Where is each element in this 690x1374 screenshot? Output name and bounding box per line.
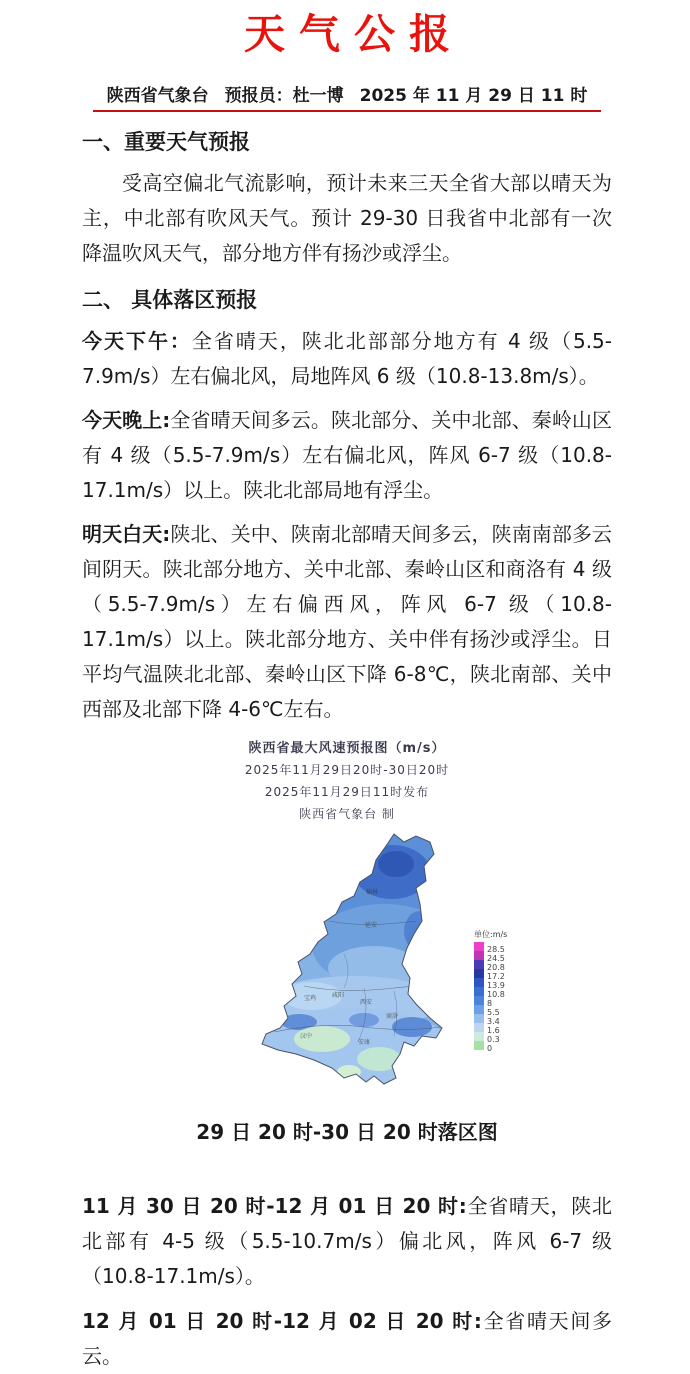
city-label-xianyang: 咸阳 [332, 992, 345, 1000]
legend-color-cell [474, 987, 484, 996]
paragraph-dec01-dec02-lead: 12 月 01 日 20 时-12 月 02 日 20 时: [82, 1309, 482, 1334]
legend-color-cell [474, 942, 484, 951]
city-label-shangluo: 商洛 [386, 1013, 399, 1021]
paragraph-this-afternoon [82, 324, 612, 394]
city-label-yanan: 延安 [365, 922, 378, 930]
section-heading-detailed-forecast: 二、 具体落区预报 [82, 288, 258, 313]
legend-tick: 28.5 [487, 945, 505, 955]
legend-tick: 17.2 [487, 972, 505, 982]
legend-tick: 13.9 [487, 981, 505, 991]
legend-row [474, 942, 507, 955]
map-producer: 陕西省气象台 制 [299, 807, 395, 822]
legend-color-cell [474, 1014, 484, 1023]
agency-name: 陕西省气象台 [106, 86, 209, 107]
city-label-yulin: 榆林 [366, 889, 379, 897]
legend-color-cell [474, 978, 484, 987]
legend-tick: 20.8 [487, 963, 505, 973]
legend-color-cell [474, 951, 484, 960]
legend-tick: 0.3 [487, 1035, 500, 1045]
legend-color-cell [474, 969, 484, 978]
paragraph-nov30-dec01 [82, 1189, 612, 1294]
paragraph-dec01-dec02 [82, 1304, 612, 1374]
paragraph-tonight-lead: 今天晚上: [82, 408, 171, 433]
paragraph-dec01-dec02-text: 全省晴天间多云。 [82, 1309, 613, 1369]
paragraph-overview-text: 受高空偏北气流影响，预计未来三天全省大部以晴天为主，中北部有吹风天气。预计 29-30 日我省中北部有一次降温吹风天气，部分地方伴有扬沙或浮尘。 [82, 171, 612, 266]
map-issue-time: 2025年11月29日11时发布 [264, 785, 430, 800]
city-label-ankang: 安康 [358, 1039, 371, 1047]
legend-tick: 24.5 [487, 954, 505, 964]
section-heading-important-forecast: 一、重要天气预报 [82, 130, 250, 155]
paragraph-this-afternoon-lead: 今天下午： [82, 329, 192, 354]
legend-color-cell [474, 1041, 484, 1050]
map-title-block [82, 737, 612, 822]
legend-title: 单位:m/s [474, 930, 508, 940]
legend-color-cell [474, 1005, 484, 1014]
map-caption: 29 日 20 时-30 日 20 时落区图 [196, 1120, 498, 1145]
wind-speed-shading [244, 826, 459, 1104]
paragraph-overview [82, 166, 612, 271]
paragraph-tomorrow-daytime-lead: 明天白天: [82, 522, 171, 547]
paragraph-tomorrow-daytime [82, 517, 612, 727]
subheader-underlined-line [93, 81, 602, 112]
city-label-xian: 西安 [360, 999, 373, 1007]
city-label-baoji: 宝鸡 [304, 995, 317, 1003]
map-title: 陕西省最大风速预报图（m/s） [248, 741, 446, 757]
legend-color-cell [474, 1023, 484, 1032]
wind-speed-legend [474, 929, 508, 1054]
legend-tick: 1.6 [487, 1026, 500, 1036]
paragraph-nov30-dec01-lead: 11 月 30 日 20 时-12 月 01 日 20 时: [82, 1194, 467, 1219]
shaanxi-province-wind-map [244, 826, 459, 1104]
paragraph-this-afternoon-text: 全省晴天，陕北北部部分地方有 4 级（5.5-7.9m/s）左右偏北风，局地阵风 6 级（10.8-13.8m/s）。 [82, 329, 613, 389]
forecaster-name: 预报员：杜一博 [224, 86, 344, 107]
legend-color-cell [474, 996, 484, 1005]
paragraph-nov30-dec01-text: 全省晴天，陕北北部有 4-5 级（5.5-10.7m/s）偏北风，阵风 6-7 级（10.8-17.1m/s）。 [82, 1194, 613, 1289]
page-title: 天气公报 [244, 10, 464, 58]
paragraph-tonight-text: 全省晴天间多云。陕北部分、关中北部、秦岭山区有 4 级（5.5-7.9m/s）左右偏北风，阵风 6-7 级（10.8-17.1m/s）以上。陕北北部局地有浮尘。 [82, 408, 613, 503]
legend-tick: 10.8 [487, 990, 505, 1000]
map-canvas [82, 826, 612, 1106]
city-label-hanzhong: 汉中 [300, 1033, 313, 1041]
map-valid-period: 2025年11月29日20时-30日20时 [244, 763, 450, 778]
legend-tick: 8 [487, 999, 493, 1009]
wind-speed-map-figure [82, 737, 612, 1145]
legend-color-cell [474, 1032, 484, 1041]
paragraph-tonight [82, 403, 612, 508]
issue-datetime: 2025 年 11 月 29 日 11 时 [359, 86, 588, 107]
document-subheader [82, 81, 612, 112]
extended-forecast-block [82, 1189, 612, 1374]
paragraph-tomorrow-daytime-text: 陕北、关中、陕南北部晴天间多云，陕南南部多云间阴天。陕北部分地方、关中北部、秦岭山区和商洛有 4 级（5.5-7.9m/s）左右偏西风，阵风 6-7 级（10.8-17.1m/s）以上。陕北部分地方、关中伴有扬沙或浮尘。日平均气温陕北北部、秦岭山区下降 6-8℃，陕北南部、关中西部及北部下降 4-6℃左右。 [82, 522, 613, 722]
legend-tick: 5.5 [487, 1008, 500, 1018]
legend-color-cell [474, 960, 484, 969]
legend-tick: 0 [487, 1044, 493, 1054]
legend-tick: 3.4 [487, 1017, 500, 1027]
